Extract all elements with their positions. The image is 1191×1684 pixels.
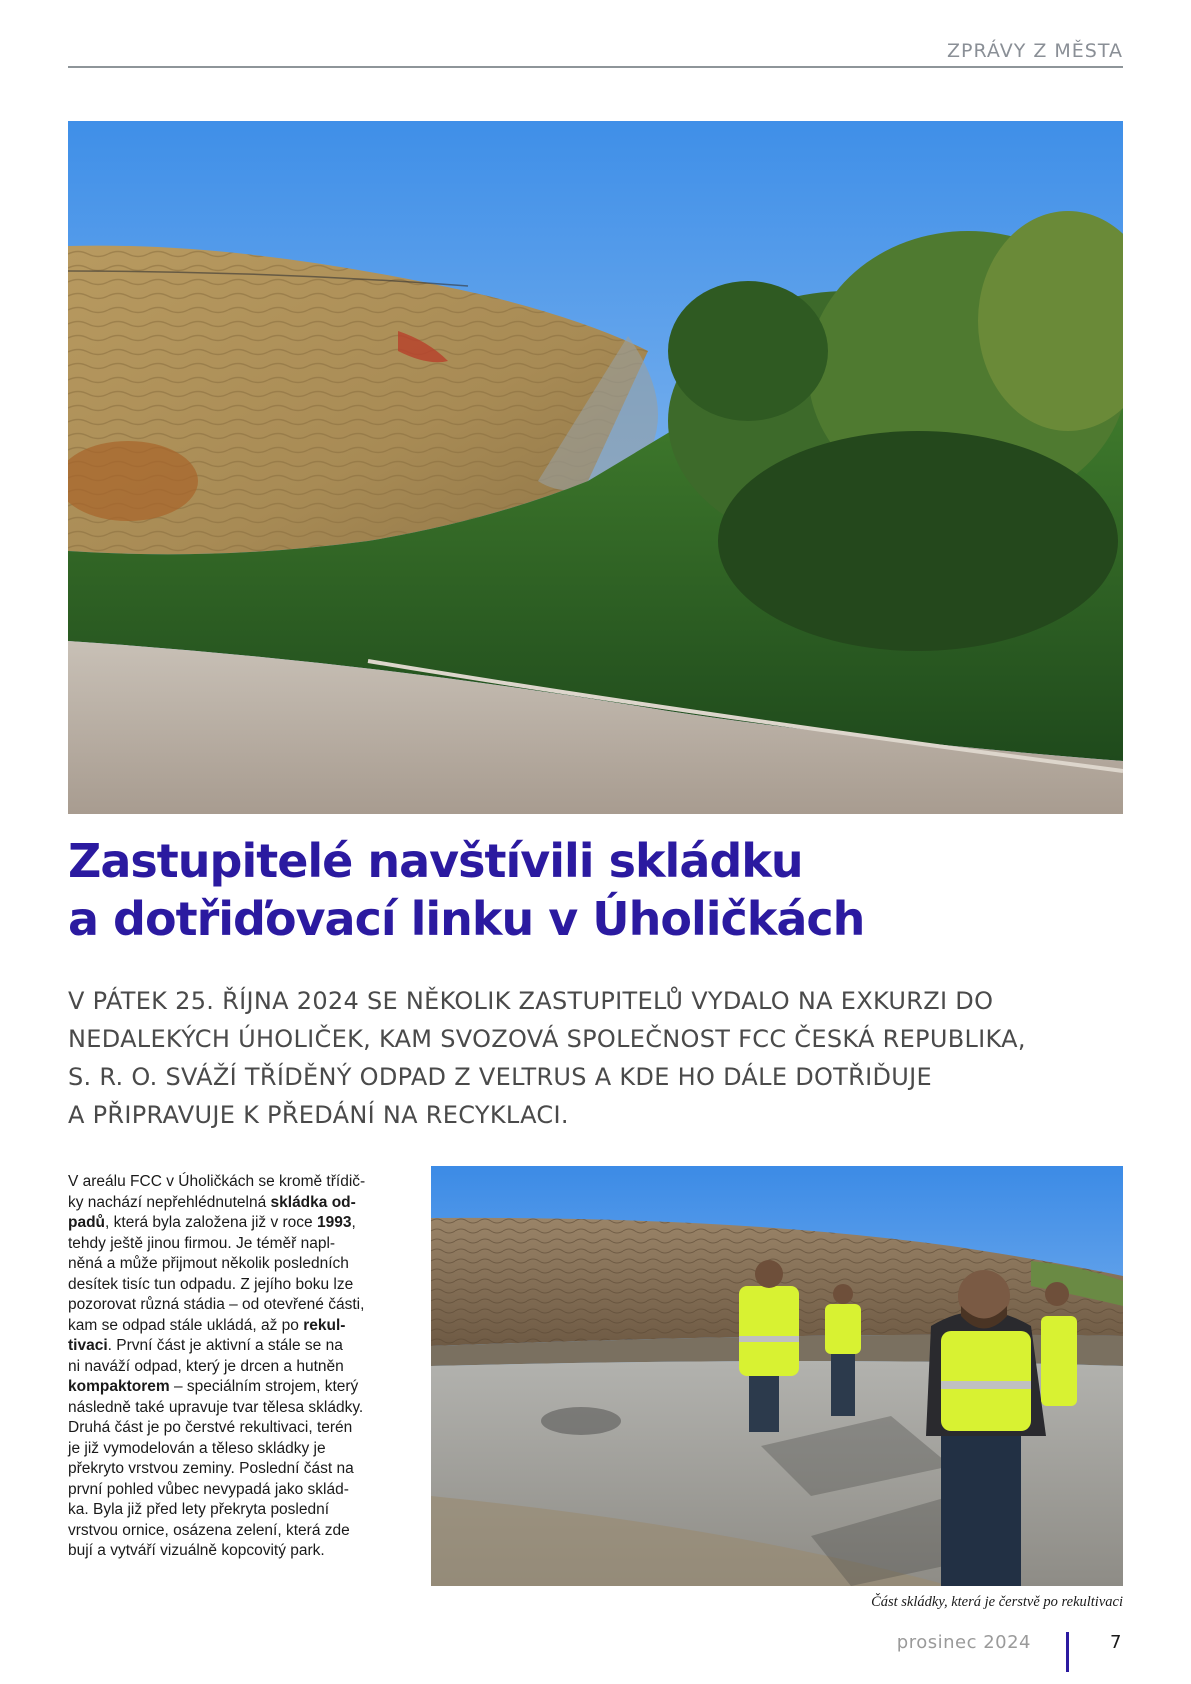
body-line: padů, která byla založena již v roce 1993, xyxy=(68,1214,356,1231)
body-line: ka. Byla již před lety překryta poslední xyxy=(68,1501,330,1518)
emphasis: 1993 xyxy=(316,1214,352,1231)
title-line: Zastupitelé navštívili skládku xyxy=(68,834,803,888)
emphasis: padů xyxy=(68,1214,106,1231)
article-title xyxy=(68,832,1128,948)
article-body xyxy=(68,1172,408,1562)
landfill-visit-photo xyxy=(431,1166,1123,1586)
body-line: následně také upravuje tvar tělesa skládky. xyxy=(68,1398,364,1416)
title-line: a dotřiďovací linku v Úholičkách xyxy=(68,892,865,946)
body-line: je již vymodelován a těleso skládky je xyxy=(68,1439,326,1457)
header-rule xyxy=(68,66,1123,68)
body-line: Druhá část je po čerstvé rekultivaci, terén xyxy=(68,1419,353,1436)
body-line: kompaktorem – speciálním strojem, který xyxy=(68,1378,359,1395)
body-line: tivaci. První část je aktivní a stále se na xyxy=(68,1337,343,1354)
body-line: ky nachází nepřehlédnutelná skládka od- xyxy=(68,1193,356,1211)
body-line: první pohled vůbec nevypadá jako sklád- xyxy=(68,1480,349,1498)
emphasis: skládka od- xyxy=(270,1193,356,1211)
section-label: ZPRÁVY Z MĚSTA xyxy=(947,40,1123,62)
body-line: bují a vytváří vizuálně kopcovitý park. xyxy=(68,1542,325,1559)
issue-date: prosinec 2024 xyxy=(896,1632,1031,1653)
emphasis: kompaktorem xyxy=(68,1378,170,1395)
emphasis: rekul- xyxy=(303,1316,346,1334)
lead-line: A PŘIPRAVUJE K PŘEDÁNÍ NA RECYKLACI. xyxy=(68,1101,569,1129)
body-line: kam se odpad stále ukládá, až po rekul- xyxy=(68,1316,346,1334)
lead-line: V PÁTEK 25. ŘÍJNA 2024 SE NĚKOLIK ZASTUPITELŮ VYDALO NA EXKURZI DO xyxy=(68,987,994,1015)
lead-line: S. R. O. SVÁŽÍ TŘÍDĚNÝ ODPAD Z VELTRUS A KDE HO DÁLE DOTŘIĎUJE xyxy=(68,1063,932,1091)
body-line: něná a může přijmout několik posledních xyxy=(68,1255,349,1272)
photo-caption: Část skládky, která je čerstvě po rekultivaci xyxy=(871,1594,1123,1610)
body-line: pozorovat různá stádia – od otevřené části, xyxy=(68,1296,365,1313)
body-line: překryto vrstvou zeminy. Poslední část na xyxy=(68,1460,354,1477)
article-lead xyxy=(68,982,1128,1134)
lead-line: NEDALEKÝCH ÚHOLIČEK, KAM SVOZOVÁ SPOLEČNOST FCC ČESKÁ REPUBLIKA, xyxy=(68,1025,1026,1053)
hero-photo xyxy=(68,121,1123,814)
body-line: ni naváží odpad, který je drcen a hutněn xyxy=(68,1357,344,1375)
emphasis: tivaci xyxy=(68,1337,108,1354)
body-line: tehdy ještě jinou firmou. Je téměř napl- xyxy=(68,1234,336,1252)
body-line: vrstvou ornice, osázena zelení, která zde xyxy=(68,1521,350,1539)
page-number: 7 xyxy=(1110,1632,1122,1653)
footer-divider xyxy=(1066,1632,1069,1672)
body-line: V areálu FCC v Úholičkách se kromě třídič- xyxy=(68,1173,366,1190)
body-line: desítek tisíc tun odpadu. Z jejího boku lze xyxy=(68,1275,354,1293)
